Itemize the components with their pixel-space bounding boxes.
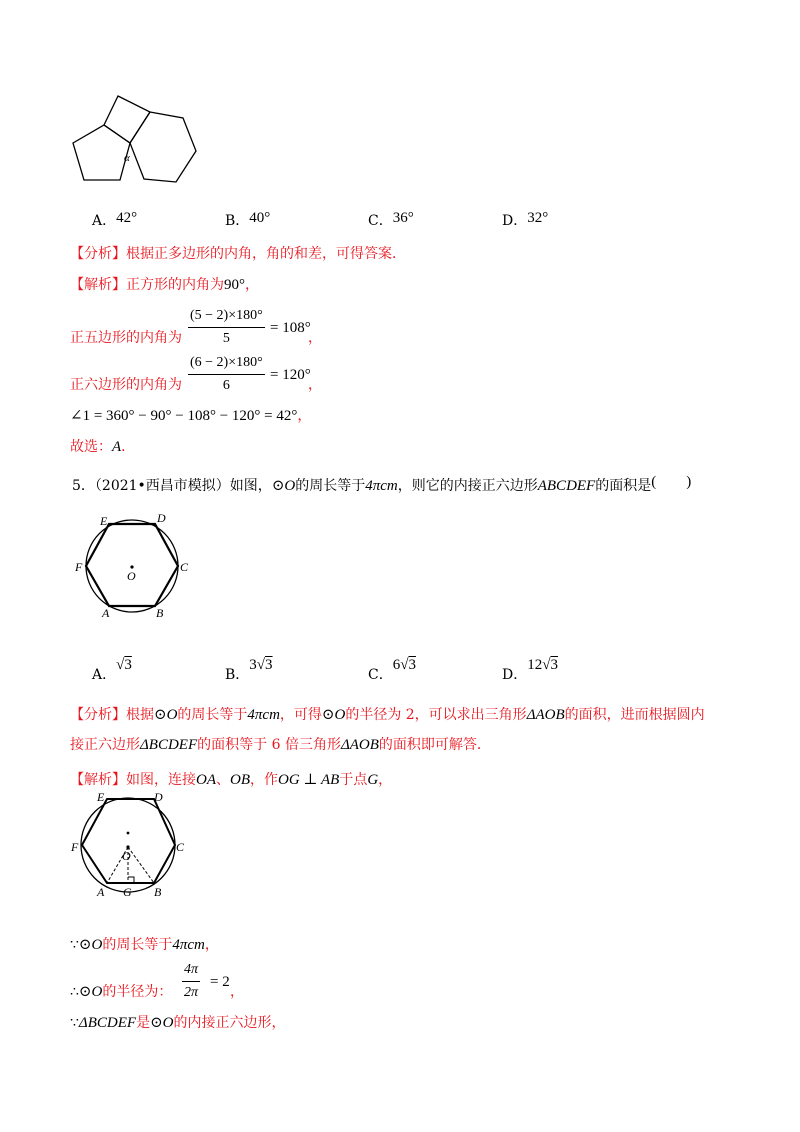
label-c: C (176, 840, 185, 854)
label-a: A (102, 606, 110, 620)
q5-analysis-line2: 接正六边形ΔBCDEF的面积等于 6 倍三角形ΔAOB的面积即可解答． (70, 737, 491, 753)
q4-answer: 故选：A． (70, 439, 136, 455)
q4-solution-line3: 正六边形的内角为 $\frac{(6 - 2)\times 180^\circ}{6}$ = 120° ， (70, 355, 322, 393)
label-b: B (156, 606, 164, 620)
label-e: E (100, 514, 108, 528)
hexagon-shape (130, 112, 196, 182)
label-e: E (97, 790, 105, 804)
q5-option-b[interactable]: B．3√3 (225, 657, 273, 683)
label-a: A (97, 885, 105, 899)
q5-stem: 5．（2021•西昌市模拟）如图，⊙O的周长等于4πcm，则它的内接正六边形ABCDEF的面积是( ) (72, 474, 692, 494)
proof-line3: ∵ΔBCDEF是⊙O的内接正六边形， (70, 1015, 286, 1031)
label-g: G (123, 885, 132, 899)
angle-alpha-label: α (124, 152, 130, 164)
hexagon-triangle-figure (70, 785, 195, 903)
label-d: D (154, 790, 163, 804)
pentagon-shape (73, 125, 130, 180)
hexagon-circle-figure (72, 508, 197, 623)
label-b: B (154, 885, 162, 899)
segment-ob (128, 847, 154, 883)
q5-solution-line1: 【解析】如图，连接OA、OB，作OG ⊥ AB于点G， (70, 772, 393, 788)
q5-analysis-line1: 【分析】根据⊙O的周长等于4πcm，可得⊙O的半径为 2，可以求出三角形ΔAOB的面积，进而根据圆内 (70, 707, 705, 723)
tick-mark (127, 832, 130, 835)
label-f: F (71, 840, 79, 854)
q4-option-b[interactable]: B．40° (225, 210, 271, 229)
q4-option-c[interactable]: C．36° (368, 210, 414, 229)
proof-line2: ∴⊙O的半径为： $\frac{4\pi}{2\pi}$ = 2 ， (70, 962, 244, 1000)
label-o: O (122, 849, 131, 863)
label-d: D (157, 511, 166, 525)
q5-option-c[interactable]: C．6√3 (368, 657, 416, 683)
inscribed-hexagon (86, 524, 178, 606)
proof-line1: ∵⊙O的周长等于4πcm， (70, 937, 219, 953)
q4-option-a[interactable]: A．42° (92, 210, 138, 229)
q5-option-d[interactable]: D．12√3 (502, 657, 558, 683)
q4-option-d[interactable]: D．32° (502, 210, 549, 229)
q4-analysis: 【分析】根据正多边形的内角，角的和差，可得答案． (70, 246, 406, 262)
q5-option-a[interactable]: A．√3 (92, 657, 132, 683)
label-c: C (180, 560, 189, 574)
label-o: O (127, 569, 136, 583)
polygon-figure (70, 92, 200, 187)
square-shape (104, 96, 150, 143)
q4-solution-line4: ∠1 = 360° − 90° − 108° − 120° = 42°， (70, 408, 312, 424)
q4-solution-line2: 正五边形的内角为 $\frac{(5 - 2)\times 180^\circ}{5}$ = 108° ， (70, 308, 322, 346)
label-f: F (75, 560, 83, 574)
q4-solution-line1: 【解析】正方形的内角为90°， (70, 277, 259, 293)
